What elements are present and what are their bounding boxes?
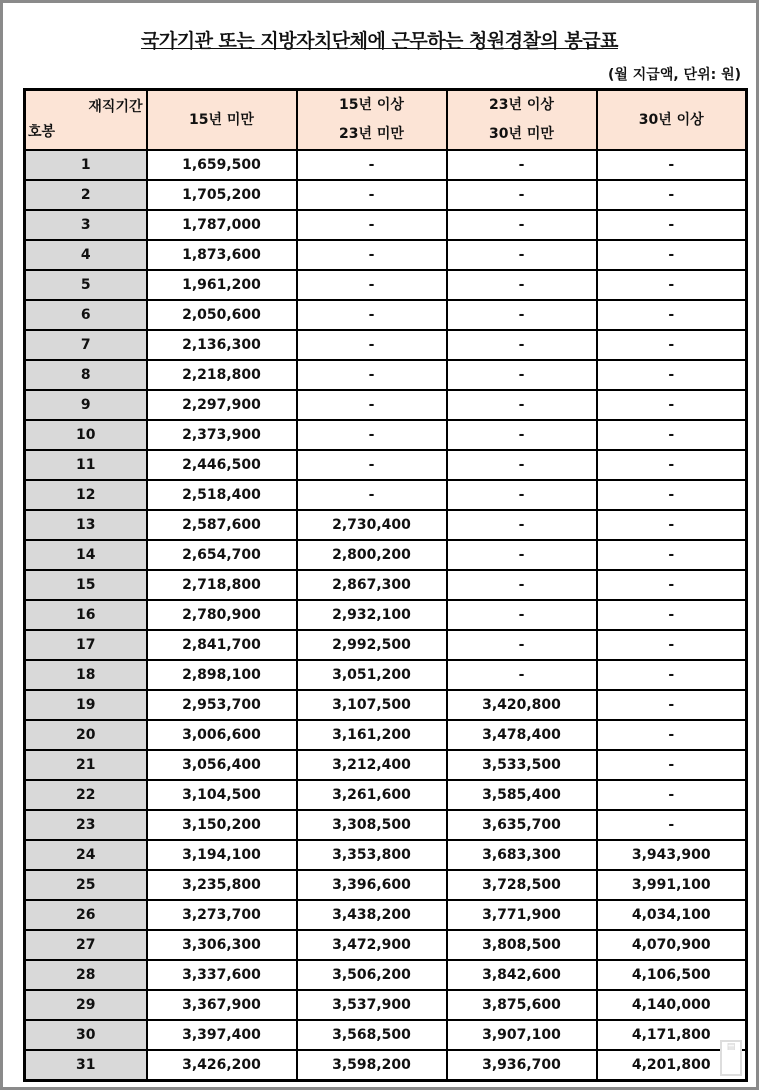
salary-cell: - (447, 570, 597, 600)
salary-cell: 4,070,900 (597, 930, 747, 960)
grade-cell: 23 (25, 810, 147, 840)
grade-cell: 1 (25, 150, 147, 180)
salary-cell: - (597, 330, 747, 360)
table-row (25, 330, 747, 360)
salary-cell: - (297, 150, 447, 180)
salary-cell: 3,273,700 (147, 900, 297, 930)
salary-cell: - (597, 510, 747, 540)
salary-cell: 3,907,100 (447, 1020, 597, 1050)
table-row (25, 690, 747, 720)
salary-cell: 3,478,400 (447, 720, 597, 750)
salary-cell: 2,780,900 (147, 600, 297, 630)
salary-cell: - (447, 660, 597, 690)
column-header-text: 15년 미만 (189, 111, 254, 128)
salary-cell: - (297, 390, 447, 420)
salary-cell: - (297, 210, 447, 240)
salary-cell: 3,585,400 (447, 780, 597, 810)
salary-cell: 1,659,500 (147, 150, 297, 180)
table-row (25, 660, 747, 690)
salary-cell: - (297, 360, 447, 390)
column-header-over-30 (597, 90, 747, 151)
table-row (25, 570, 747, 600)
salary-cell: 3,771,900 (447, 900, 597, 930)
salary-cell: 3,683,300 (447, 840, 597, 870)
salary-cell: 2,373,900 (147, 420, 297, 450)
salary-cell: 1,787,000 (147, 210, 297, 240)
salary-cell: - (597, 210, 747, 240)
salary-cell: 1,961,200 (147, 270, 297, 300)
table-row (25, 420, 747, 450)
salary-cell: 2,953,700 (147, 690, 297, 720)
grade-cell: 7 (25, 330, 147, 360)
table-row (25, 480, 747, 510)
salary-cell: 3,598,200 (297, 1050, 447, 1081)
salary-cell: - (597, 750, 747, 780)
grade-cell: 20 (25, 720, 147, 750)
salary-cell: 2,446,500 (147, 450, 297, 480)
salary-cell: - (597, 180, 747, 210)
table-row (25, 150, 747, 180)
table-row (25, 540, 747, 570)
grade-cell: 11 (25, 450, 147, 480)
salary-cell: 3,472,900 (297, 930, 447, 960)
salary-cell: 2,136,300 (147, 330, 297, 360)
table-row (25, 930, 747, 960)
salary-cell: 3,506,200 (297, 960, 447, 990)
salary-cell: - (447, 240, 597, 270)
salary-cell: 1,705,200 (147, 180, 297, 210)
grade-cell: 21 (25, 750, 147, 780)
grade-cell: 15 (25, 570, 147, 600)
column-header-text: 30년 이상 (638, 111, 704, 128)
grade-cell: 4 (25, 240, 147, 270)
salary-cell: 3,842,600 (447, 960, 597, 990)
grade-cell: 10 (25, 420, 147, 450)
table-row (25, 600, 747, 630)
table-row (25, 960, 747, 990)
salary-cell: - (597, 450, 747, 480)
salary-cell: 3,438,200 (297, 900, 447, 930)
grade-cell: 14 (25, 540, 147, 570)
salary-cell: 3,875,600 (447, 990, 597, 1020)
salary-cell: 3,006,600 (147, 720, 297, 750)
grade-cell: 28 (25, 960, 147, 990)
grade-cell: 18 (25, 660, 147, 690)
grade-cell: 9 (25, 390, 147, 420)
salary-cell: 3,161,200 (297, 720, 447, 750)
salary-cell: - (297, 300, 447, 330)
salary-cell: 2,218,800 (147, 360, 297, 390)
salary-cell: 3,150,200 (147, 810, 297, 840)
salary-cell: - (597, 660, 747, 690)
table-row (25, 210, 747, 240)
salary-cell: 4,140,000 (597, 990, 747, 1020)
grade-cell: 29 (25, 990, 147, 1020)
header-row (25, 90, 747, 151)
salary-cell: - (447, 210, 597, 240)
salary-cell: 2,800,200 (297, 540, 447, 570)
table-row (25, 900, 747, 930)
salary-cell: 3,537,900 (297, 990, 447, 1020)
salary-cell: 3,235,800 (147, 870, 297, 900)
salary-cell: - (297, 480, 447, 510)
salary-cell: 3,936,700 (447, 1050, 597, 1081)
salary-cell: 3,728,500 (447, 870, 597, 900)
salary-cell: 3,426,200 (147, 1050, 297, 1081)
salary-cell: 4,106,500 (597, 960, 747, 990)
salary-cell: 2,654,700 (147, 540, 297, 570)
salary-cell: 2,992,500 (297, 630, 447, 660)
salary-cell: - (447, 150, 597, 180)
salary-cell: 2,932,100 (297, 600, 447, 630)
grade-cell: 12 (25, 480, 147, 510)
grade-cell: 13 (25, 510, 147, 540)
salary-cell: - (447, 420, 597, 450)
salary-cell: 3,396,600 (297, 870, 447, 900)
table-row (25, 510, 747, 540)
salary-cell: 3,397,400 (147, 1020, 297, 1050)
table-row (25, 810, 747, 840)
salary-cell: 2,587,600 (147, 510, 297, 540)
salary-cell: 3,212,400 (297, 750, 447, 780)
table-body (25, 150, 747, 1081)
salary-cell: 2,050,600 (147, 300, 297, 330)
salary-cell: - (297, 420, 447, 450)
salary-cell: 3,533,500 (447, 750, 597, 780)
column-header-text: 23년 미만 (339, 126, 404, 142)
table-row (25, 780, 747, 810)
salary-cell: 2,730,400 (297, 510, 447, 540)
table-row (25, 630, 747, 660)
corner-header (25, 90, 147, 151)
salary-cell: - (447, 390, 597, 420)
table-row (25, 390, 747, 420)
salary-cell: - (597, 240, 747, 270)
grade-cell: 6 (25, 300, 147, 330)
grade-cell: 27 (25, 930, 147, 960)
salary-cell: 2,518,400 (147, 480, 297, 510)
column-header-text: 15년 이상 (339, 97, 404, 113)
grade-cell: 24 (25, 840, 147, 870)
salary-cell: 3,635,700 (447, 810, 597, 840)
table-row (25, 450, 747, 480)
salary-cell: 2,898,100 (147, 660, 297, 690)
salary-cell: 1,873,600 (147, 240, 297, 270)
column-header-15-23 (297, 90, 447, 151)
grade-cell: 5 (25, 270, 147, 300)
salary-cell: - (597, 570, 747, 600)
salary-cell: - (447, 510, 597, 540)
salary-cell: 3,308,500 (297, 810, 447, 840)
salary-cell: - (597, 540, 747, 570)
salary-cell: - (447, 540, 597, 570)
tenure-label: 재직기간 (88, 99, 143, 115)
salary-cell: - (447, 180, 597, 210)
table-row (25, 990, 747, 1020)
salary-table (23, 88, 748, 1082)
grade-cell: 8 (25, 360, 147, 390)
salary-cell: - (597, 810, 747, 840)
grade-cell: 3 (25, 210, 147, 240)
salary-cell: - (447, 450, 597, 480)
table-row (25, 840, 747, 870)
grade-cell: 22 (25, 780, 147, 810)
table-row (25, 750, 747, 780)
table-row (25, 720, 747, 750)
salary-cell: 4,201,800 (597, 1050, 747, 1081)
salary-cell: - (597, 390, 747, 420)
column-header-text: 23년 이상 (489, 97, 554, 113)
salary-cell: - (597, 360, 747, 390)
salary-cell: 3,420,800 (447, 690, 597, 720)
table-row (25, 300, 747, 330)
column-header-text: 30년 미만 (489, 126, 554, 142)
salary-cell: 3,107,500 (297, 690, 447, 720)
salary-cell: - (297, 330, 447, 360)
salary-cell: - (447, 480, 597, 510)
table-row (25, 1050, 747, 1081)
salary-cell: 4,034,100 (597, 900, 747, 930)
grade-cell: 25 (25, 870, 147, 900)
salary-cell: - (447, 600, 597, 630)
table-row (25, 360, 747, 390)
salary-cell: 3,104,500 (147, 780, 297, 810)
salary-cell: 3,337,600 (147, 960, 297, 990)
salary-cell: 3,056,400 (147, 750, 297, 780)
grade-cell: 2 (25, 180, 147, 210)
salary-cell: 3,306,300 (147, 930, 297, 960)
unit-note: (월 지급액, 단위: 원) (607, 67, 741, 83)
press-watermark-logo: ▤ (720, 1040, 742, 1076)
table-row (25, 870, 747, 900)
salary-cell: - (597, 150, 747, 180)
salary-cell: 3,991,100 (597, 870, 747, 900)
salary-cell: - (597, 780, 747, 810)
grade-label: 호봉 (28, 124, 56, 140)
table-row (25, 270, 747, 300)
salary-cell: - (597, 270, 747, 300)
salary-cell: - (597, 690, 747, 720)
salary-cell: - (447, 300, 597, 330)
salary-cell: 2,841,700 (147, 630, 297, 660)
salary-cell: - (597, 600, 747, 630)
salary-cell: - (447, 360, 597, 390)
grade-cell: 30 (25, 1020, 147, 1050)
salary-cell: 3,943,900 (597, 840, 747, 870)
salary-cell: 3,261,600 (297, 780, 447, 810)
salary-cell: - (597, 420, 747, 450)
salary-cell: - (597, 300, 747, 330)
salary-cell: 2,718,800 (147, 570, 297, 600)
salary-cell: - (297, 240, 447, 270)
salary-cell: 3,051,200 (297, 660, 447, 690)
salary-cell: - (597, 630, 747, 660)
table-row (25, 1020, 747, 1050)
salary-cell: 2,867,300 (297, 570, 447, 600)
grade-cell: 19 (25, 690, 147, 720)
salary-cell: 4,171,800 (597, 1020, 747, 1050)
salary-cell: - (447, 330, 597, 360)
grade-cell: 31 (25, 1050, 147, 1081)
salary-cell: - (597, 720, 747, 750)
column-header-under-15 (147, 90, 297, 151)
salary-cell: 3,194,100 (147, 840, 297, 870)
salary-cell: 2,297,900 (147, 390, 297, 420)
salary-cell: - (447, 630, 597, 660)
salary-cell: 3,568,500 (297, 1020, 447, 1050)
salary-cell: - (447, 270, 597, 300)
salary-cell: - (297, 180, 447, 210)
salary-cell: 3,367,900 (147, 990, 297, 1020)
page-title: 국가기관 또는 지방자치단체에 근무하는 청원경찰의 봉급표 (141, 30, 618, 52)
grade-cell: 26 (25, 900, 147, 930)
salary-cell: - (297, 270, 447, 300)
column-header-23-30 (447, 90, 597, 151)
grade-cell: 16 (25, 600, 147, 630)
salary-cell: - (297, 450, 447, 480)
salary-cell: 3,808,500 (447, 930, 597, 960)
grade-cell: 17 (25, 630, 147, 660)
salary-cell: 3,353,800 (297, 840, 447, 870)
table-row (25, 240, 747, 270)
salary-cell: - (597, 480, 747, 510)
table-row (25, 180, 747, 210)
